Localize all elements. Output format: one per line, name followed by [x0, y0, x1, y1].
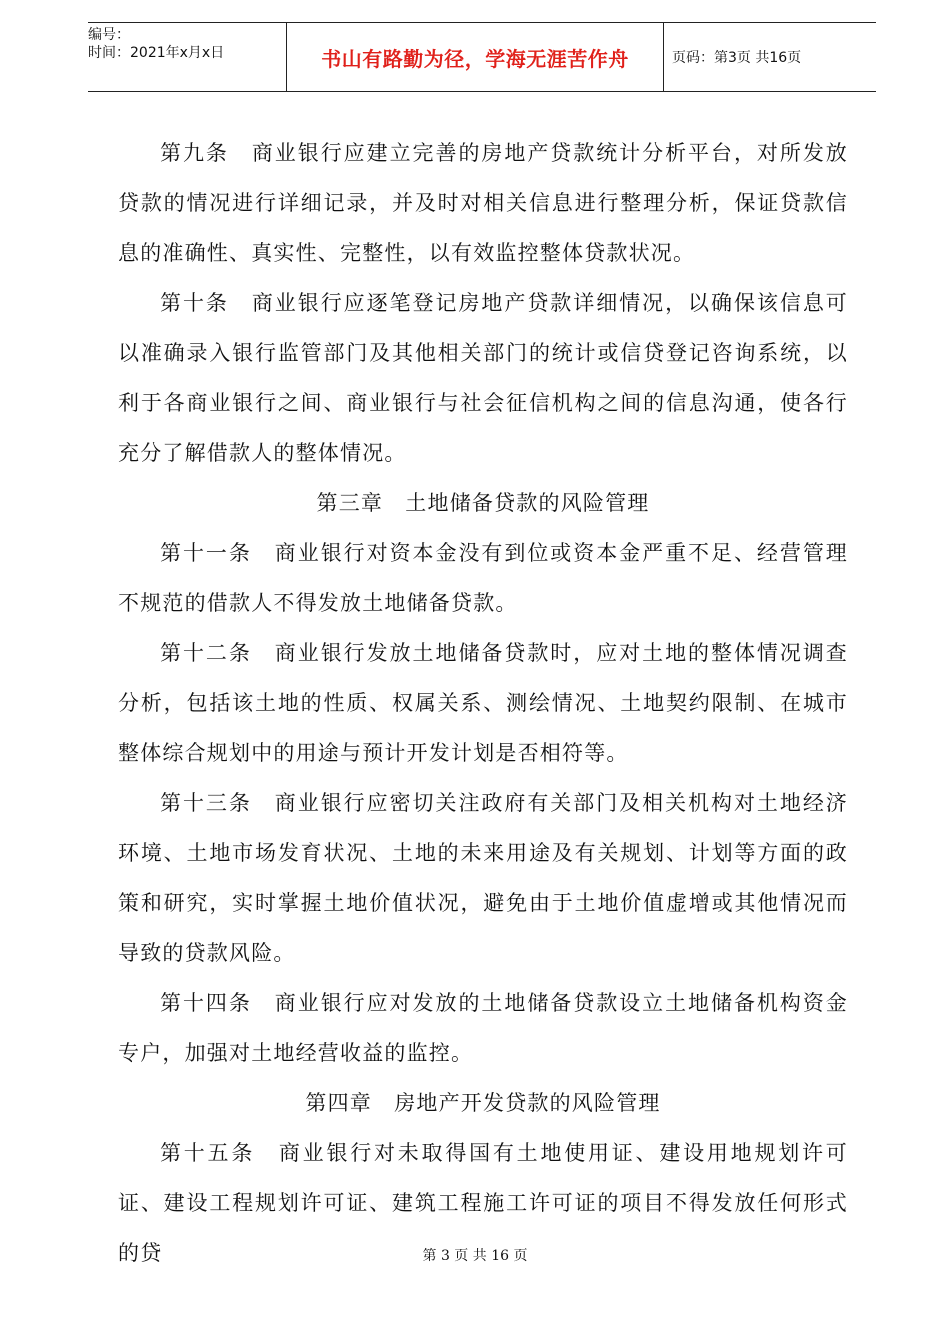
- page-footer: 第 3 页 共 16 页: [422, 1248, 528, 1264]
- header-page-info: 页码：第3页 共16页: [672, 50, 802, 66]
- chapter-heading: 第四章 房地产开发贷款的风险管理: [305, 1091, 661, 1115]
- header-motto-cell: [286, 23, 664, 91]
- header-meta: [88, 23, 288, 91]
- document-body: [118, 128, 848, 1278]
- article-paragraph: 第十三条 商业银行应密切关注政府有关部门及相关机构对土地经济环境、土地市场发育状况、土地的未来用途及有关规划、计划等方面的政策和研究，实时掌握土地价值状况，避免由于土地价值虚增或其他情况而导致的贷款风险。: [118, 791, 848, 965]
- article-paragraph: 第九条 商业银行应建立完善的房地产贷款统计分析平台，对所发放贷款的情况进行详细记录，并及时对相关信息进行整理分析，保证贷款信息的准确性、真实性、完整性，以有效监控整体贷款状况。: [118, 141, 848, 265]
- article-paragraph: 第十二条 商业银行发放土地储备贷款时，应对土地的整体情况调查分析，包括该土地的性质、权属关系、测绘情况、土地契约限制、在城市整体综合规划中的用途与预计开发计划是否相符等。: [118, 641, 848, 765]
- article-paragraph: 第十五条 商业银行对未取得国有土地使用证、建设用地规划许可证、建设工程规划许可证、建筑工程施工许可证的项目不得发放任何形式的贷: [118, 1141, 848, 1265]
- article-paragraph: 第十四条 商业银行应对发放的土地储备贷款设立土地储备机构资金专户，加强对土地经营收益的监控。: [118, 991, 848, 1065]
- document-number-label: 编号：: [88, 27, 130, 43]
- page-header: [88, 22, 876, 92]
- chapter-heading: 第三章 土地储备贷款的风险管理: [316, 491, 650, 515]
- header-page-info-cell: [672, 23, 872, 91]
- header-motto: 书山有路勤为径，学海无涯苦作舟: [321, 46, 629, 71]
- document-time-label: 时间：2021年x月x日: [88, 45, 225, 61]
- article-paragraph: 第十条 商业银行应逐笔登记房地产贷款详细情况，以确保该信息可以准确录入银行监管部门及其他相关部门的统计或信贷登记咨询系统，以利于各商业银行之间、商业银行与社会征信机构之间的信息沟通，使各行充分了解借款人的整体情况。: [118, 291, 848, 465]
- article-paragraph: 第十一条 商业银行对资本金没有到位或资本金严重不足、经营管理不规范的借款人不得发放土地储备贷款。: [118, 541, 848, 615]
